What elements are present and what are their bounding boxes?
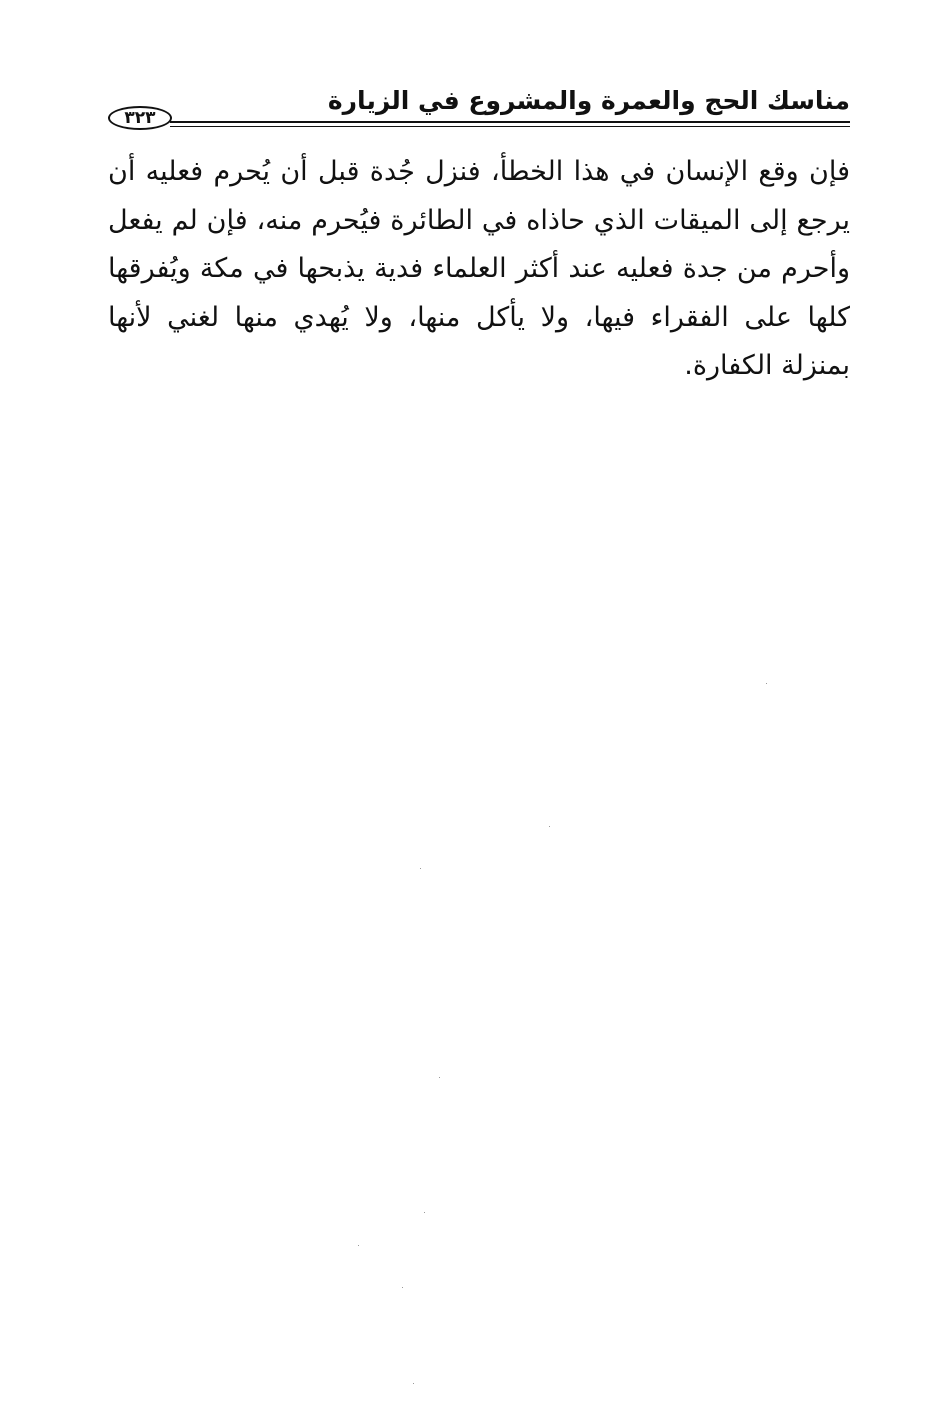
scan-speck [420,868,421,869]
scan-speck [358,1245,359,1246]
scan-speck [439,1077,440,1078]
page-header [108,84,850,130]
body-paragraph: فإن وقع الإنسان في هذا الخطأ، فنزل جُدة قبل أن يُحرم فعليه أن يرجع إلى الميقات الذي حاذاه في الطائرة فيُحرم منه، فإن لم يفعل وأحرم من جدة فعليه عند أكثر العلماء فدية يذبحها في مكة ويُفرقها كلها على الفقراء فيها، ولا يأكل منها، ولا يُهدي منها لغني لأنها بمنزلة الكفارة. [108,156,850,381]
scan-speck [413,1383,414,1384]
header-rule-thin [170,126,850,127]
scan-speck [766,683,767,684]
scan-speck [424,1212,425,1213]
scan-speck [402,1287,403,1288]
page-number: ٣٢٣ [108,106,172,130]
header-rule [170,121,850,123]
running-title: مناسك الحج والعمرة والمشروع في الزيارة [327,86,850,115]
scan-speck [549,826,550,827]
